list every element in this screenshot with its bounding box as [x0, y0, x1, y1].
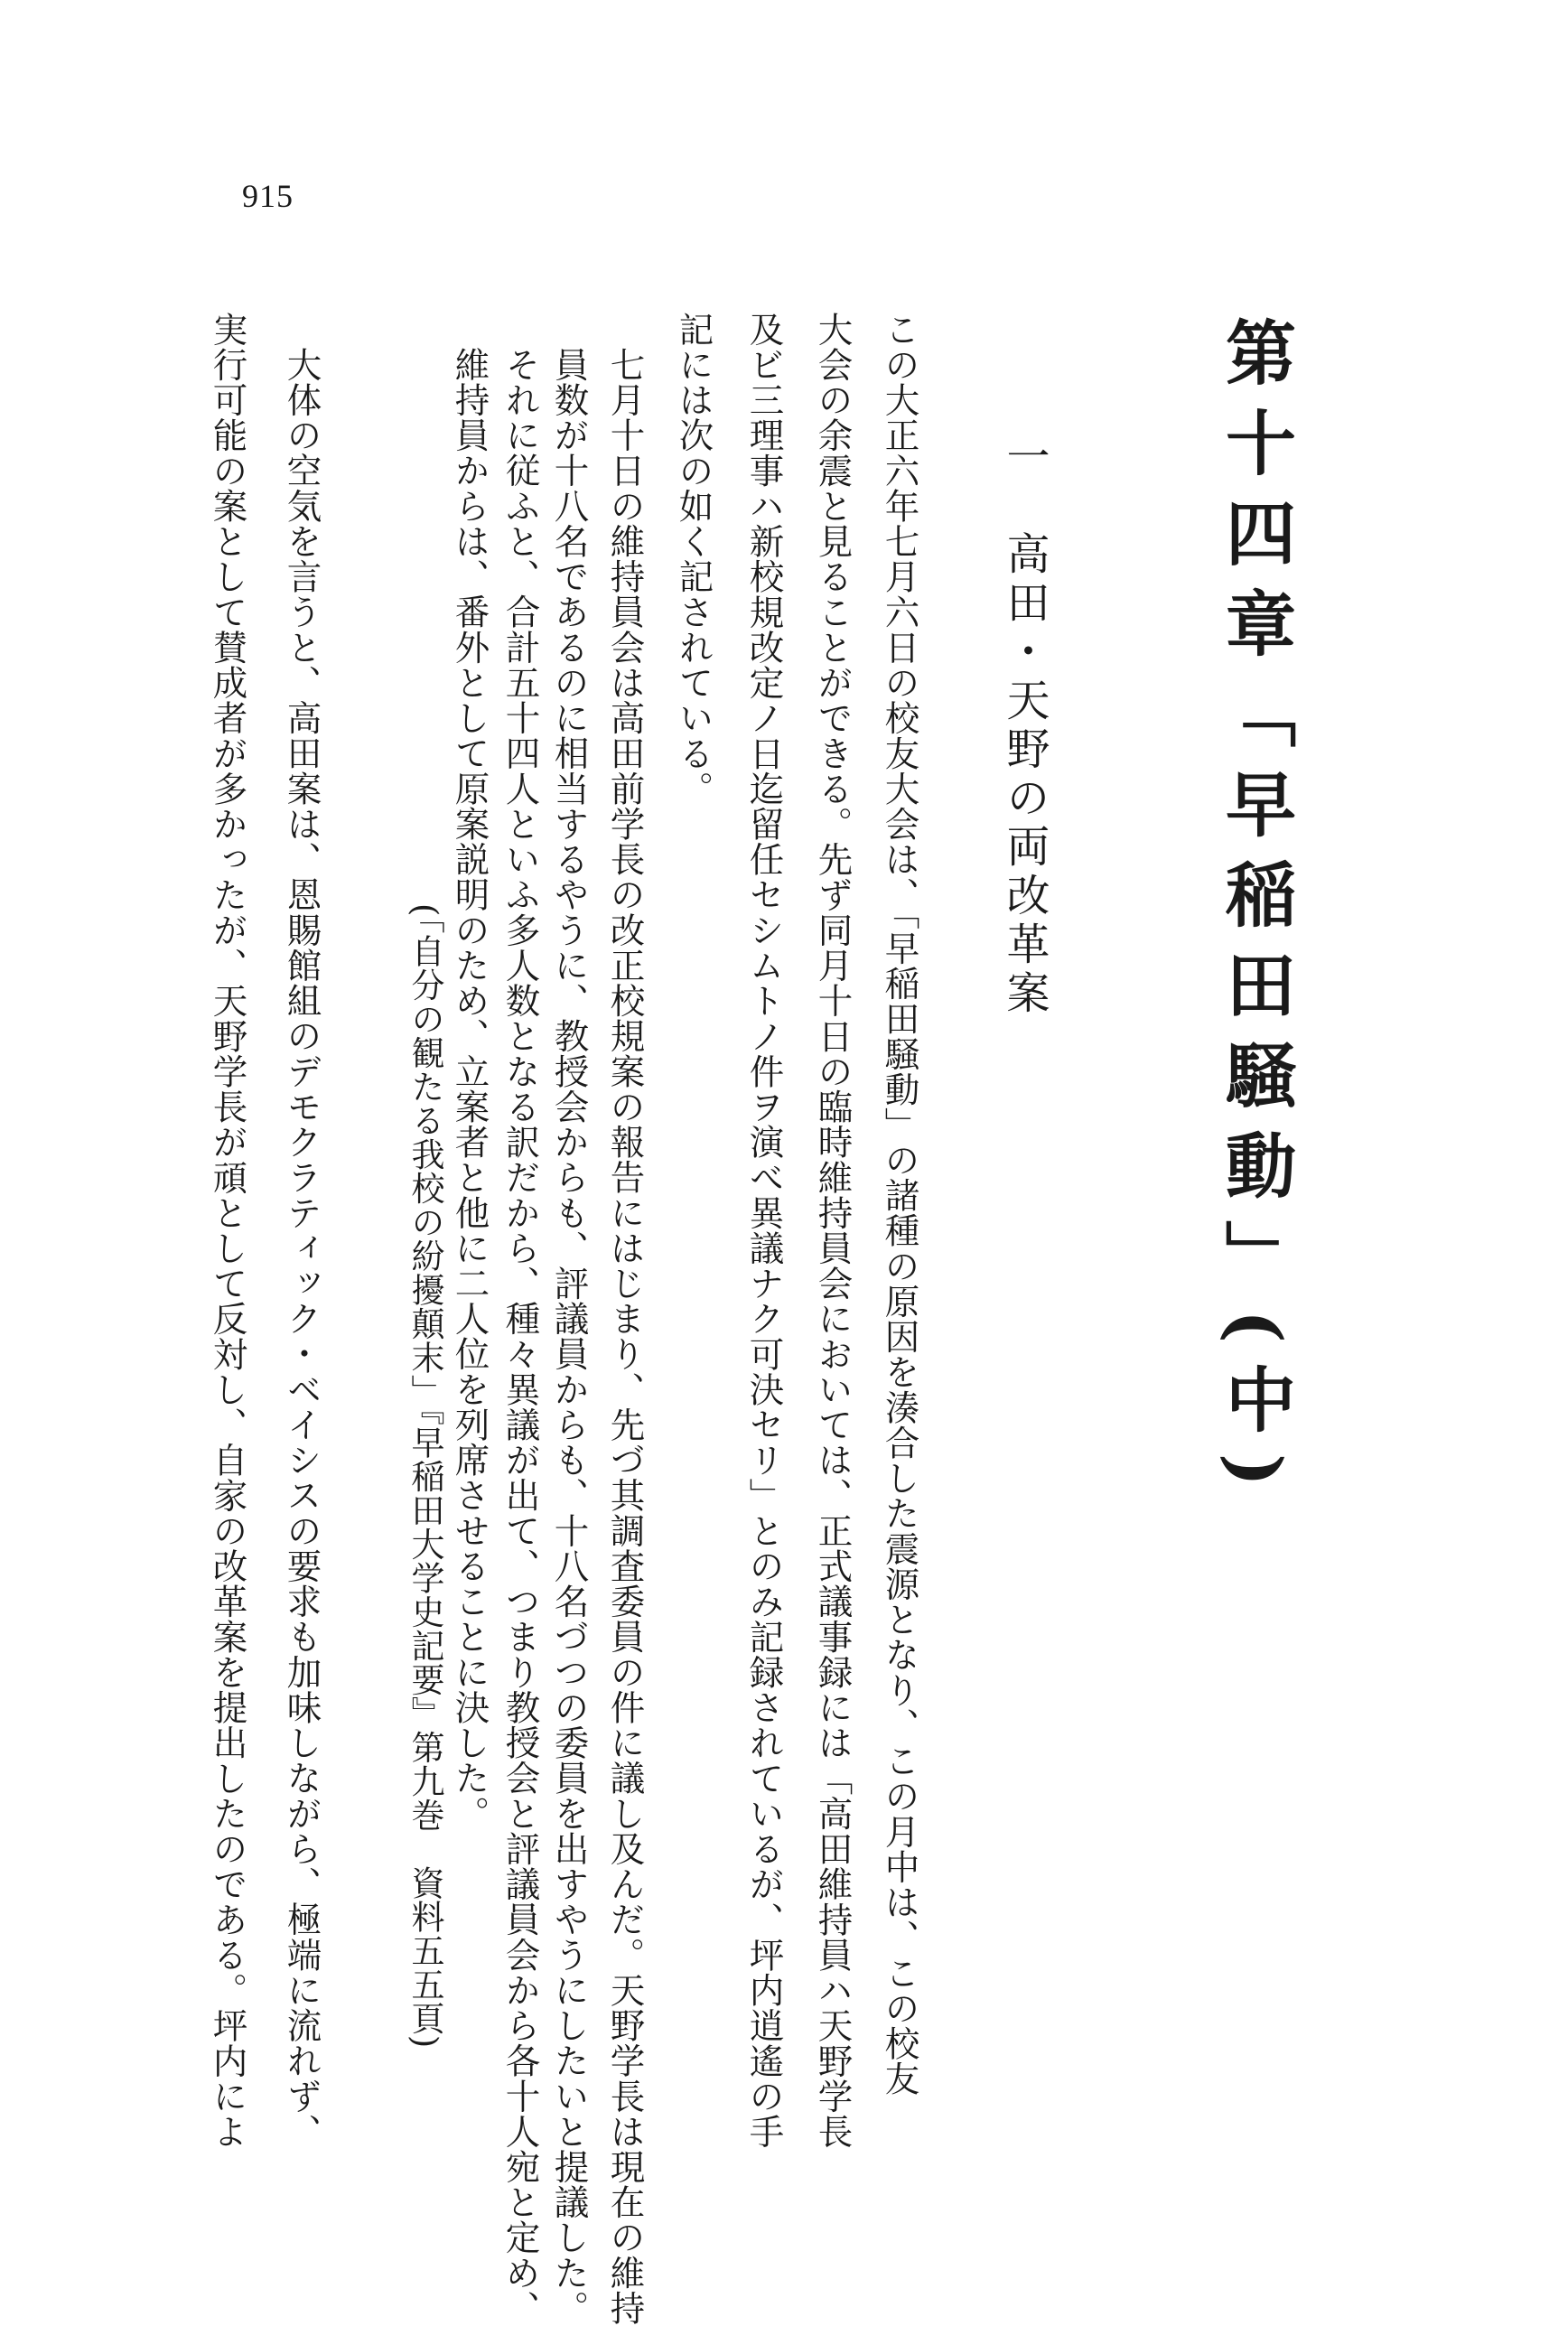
page-number: 915	[242, 178, 294, 214]
paragraph1-line: この大正六年七月六日の校友大会は、「早稲田騒動」の諸種の原因を湊合した震源となり、この月中は、この校友	[879, 312, 920, 2097]
paragraph3-line: 実行可能の案として賛成者が多かったが、天野学長が頑として反対し、自家の改革案を提出したのである。坪内によ	[207, 312, 248, 2150]
paragraph3-line: 大体の空気を言うと、高田案は、恩賜館組のデモクラティック・ベイシスの要求も加味しながら、極端に流れず、	[281, 347, 322, 2150]
paragraph1-line: 及ビ三理事ハ新校規改定ノ日迄留任セシムトノ件ヲ演べ異議ナク可決セリ」とのみ記録されているが、坪内逍遙の手	[743, 312, 785, 2150]
section-heading: 一 高田・天野の両改革案	[999, 434, 1050, 1019]
paragraph1-line: 大会の余震と見ることができる。先ず同月十日の臨時維持員会においては、正式議事録には「高田維持員ハ天野学長	[812, 312, 854, 2150]
chapter-title: 第十四章「早稲田騒動」(中)	[1214, 316, 1296, 1507]
paragraph1-line: 記には次の如く記されている。	[673, 312, 714, 807]
citation: (「自分の観たる我校の紛擾顛末」『早稲田大学史記要』第九巻 資料五五頁)	[406, 903, 444, 2049]
paragraph2-line: 七月十日の維持員会は高田前学長の改正校規案の報告にはじまり、先づ其調査委員の件に議し及んだ。天野学長は現在の維持	[604, 347, 646, 2326]
paragraph2-line: 員数が十八名であるのに相当するやうに、教授会からも、評議員からも、十八名づつの委員を出すやうにしたいと提議した。	[548, 347, 590, 2326]
paragraph2-line: 維持員からは、番外として原案説明のため、立案者と他に二人位を列席させることに決した。	[449, 347, 490, 1832]
paragraph2-line: それに従ふと、合計五十四人といふ多人数となる訳だから、種々異議が出て、つまり教授会と評議員会から各十人宛と定め、	[499, 347, 541, 2326]
